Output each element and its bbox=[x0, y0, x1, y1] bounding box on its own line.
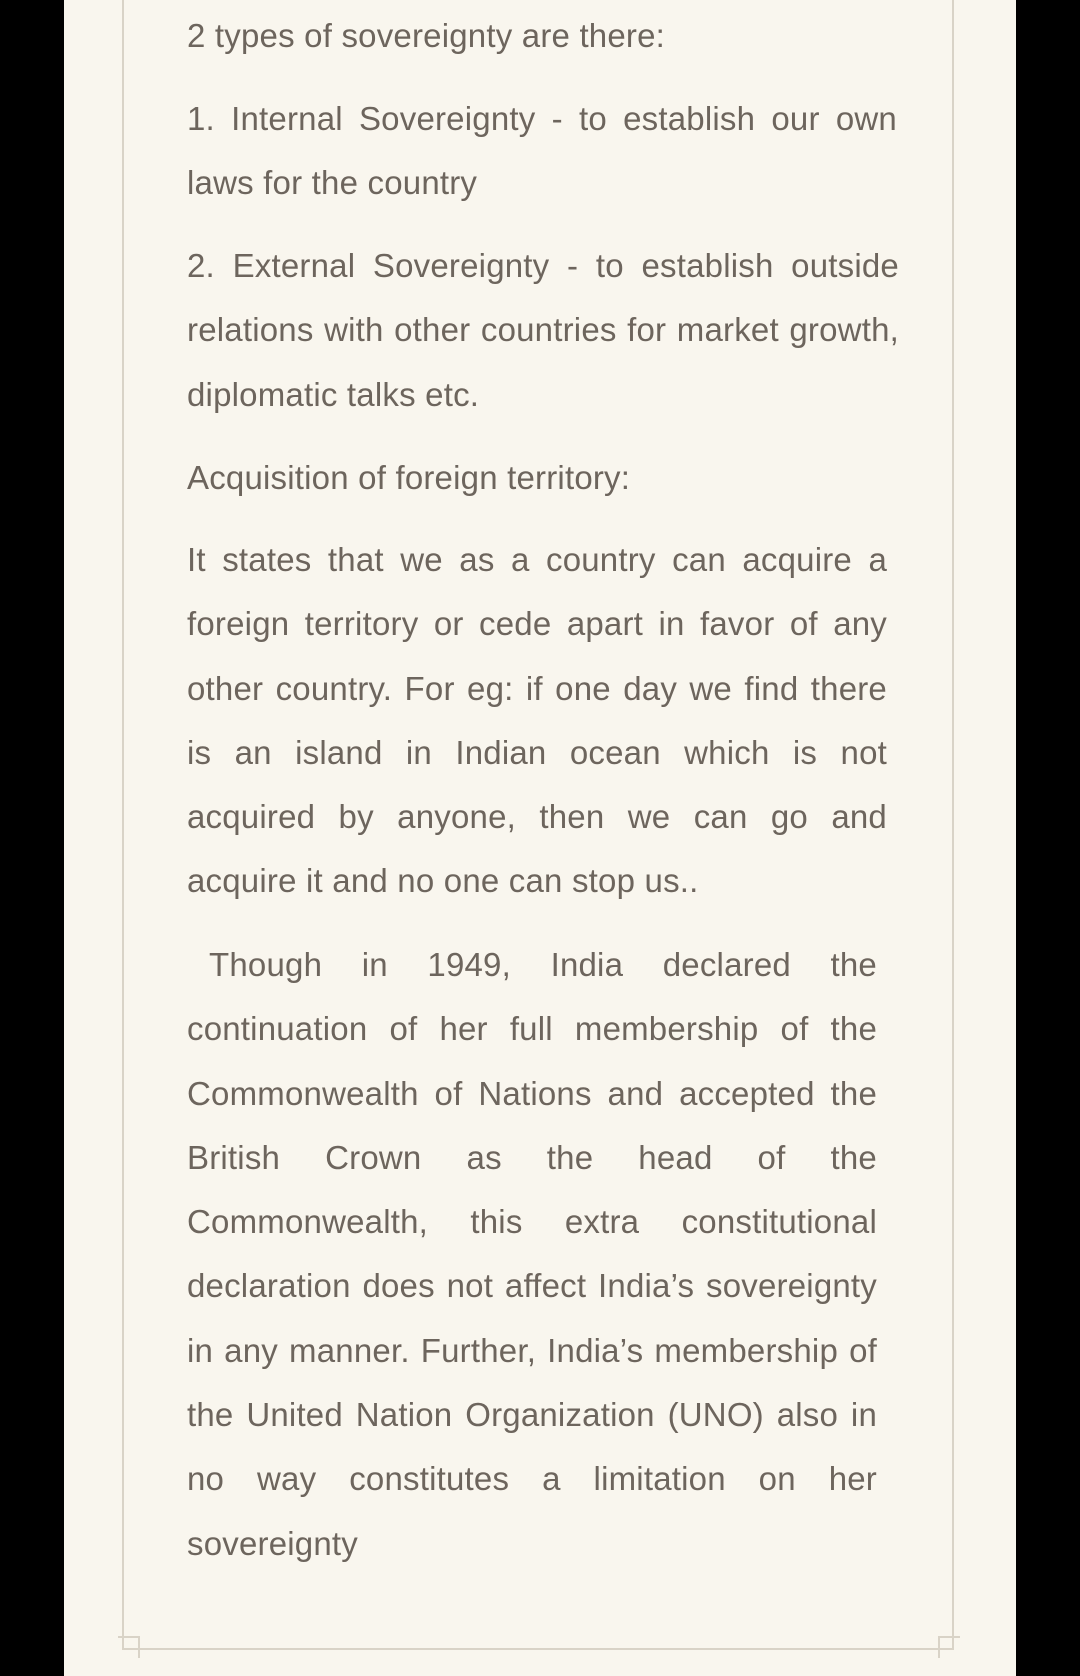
paragraph-internal-sovereignty: 1. Internal Sovereignty - to establish our own laws for the country bbox=[187, 100, 897, 202]
frame-corner-ornament-right bbox=[938, 1636, 960, 1658]
paragraph-acquisition-body: It states that we as a country can acquire a foreign territory or cede apart in favor of any other country. For eg: if one day we find there is an island in Indian ocean which is not acquired by anyone, then we can go and acquire it and no one can stop us.. bbox=[187, 541, 887, 900]
paragraph-commonwealth: Though in 1949, India declared the continuation of her full membership of the Commonwealth of Nations and accepted the British Crown as the head of the Commonwealth, this extra constitutional declaration does not affect India’s sovereignty in any manner. Further, India’s membership of the United Nation Organization (UNO) also in no way constitutes a limitation on her sovereignty bbox=[187, 946, 877, 1562]
paragraph-sovereignty-types: 2 types of sovereignty are there: bbox=[187, 17, 666, 54]
paragraph-external-sovereignty: 2. External Sovereignty - to establish outside relations with other countries for market growth, diplomatic talks etc. bbox=[187, 247, 899, 413]
document-page bbox=[64, 0, 1016, 1676]
frame-corner-ornament-left bbox=[118, 1636, 140, 1658]
paragraph-acquisition-heading: Acquisition of foreign territory: bbox=[187, 459, 631, 496]
